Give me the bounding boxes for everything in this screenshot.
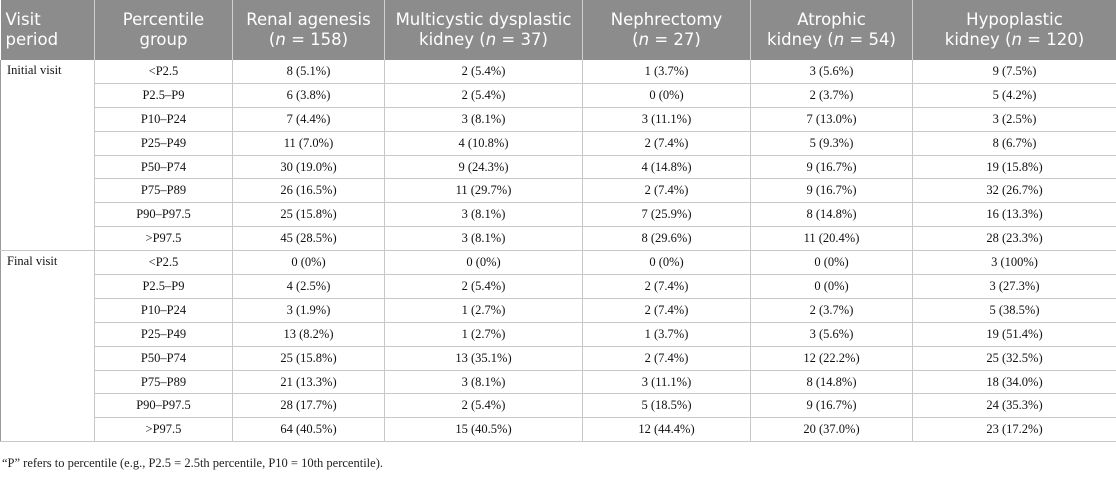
value-cell: 2 (5.4%) [385, 275, 583, 299]
value-cell: 0 (0%) [751, 275, 913, 299]
value-cell: 2 (3.7%) [751, 83, 913, 107]
value-cell: 16 (13.3%) [913, 203, 1116, 227]
value-cell: 6 (3.8%) [233, 83, 385, 107]
table-row [1, 60, 1116, 83]
value-cell: 11 (29.7%) [385, 179, 583, 203]
column-header [751, 0, 913, 60]
value-cell: 2 (3.7%) [751, 298, 913, 322]
value-cell: 8 (14.8%) [751, 370, 913, 394]
header-text-part: kidney ( [767, 30, 834, 49]
table-row [1, 203, 1116, 227]
percentile-group-cell: <P2.5 [95, 251, 233, 275]
value-cell: 4 (2.5%) [233, 275, 385, 299]
value-cell: 7 (25.9%) [583, 203, 751, 227]
column-header-line: Atrophic [797, 10, 866, 29]
value-cell: 2 (7.4%) [583, 298, 751, 322]
value-cell: 8 (29.6%) [583, 227, 751, 251]
column-header [233, 0, 385, 60]
table-row [1, 394, 1116, 418]
value-cell: 9 (7.5%) [913, 60, 1116, 83]
header-text-part: = 120) [1021, 30, 1085, 49]
percentile-group-cell: P75–P89 [95, 179, 233, 203]
value-cell: 7 (13.0%) [751, 107, 913, 131]
column-header-line [916, 30, 1113, 50]
header-text-part: = 158) [285, 30, 349, 49]
column-header-line [236, 30, 381, 50]
table-row [1, 155, 1116, 179]
column-header-line: Multicystic dysplastic [395, 10, 572, 29]
visit-period-cell: Initial visit [1, 60, 95, 251]
value-cell: 25 (15.8%) [233, 203, 385, 227]
sample-size-symbol: n [485, 30, 497, 49]
column-header-line: Nephrectomy [610, 10, 723, 29]
table-row [1, 227, 1116, 251]
value-cell: 2 (5.4%) [385, 60, 583, 83]
percentile-group-cell: P2.5–P9 [95, 83, 233, 107]
value-cell: 11 (7.0%) [233, 131, 385, 155]
percentile-group-cell: P25–P49 [95, 322, 233, 346]
column-header [583, 0, 751, 60]
header-text-part: = 27) [649, 30, 701, 49]
value-cell: 15 (40.5%) [385, 418, 583, 442]
value-cell: 25 (15.8%) [233, 346, 385, 370]
table-row [1, 83, 1116, 107]
value-cell: 3 (100%) [913, 251, 1116, 275]
value-cell: 26 (16.5%) [233, 179, 385, 203]
table-row [1, 322, 1116, 346]
sample-size-symbol: n [833, 30, 845, 49]
percentile-group-cell: P10–P24 [95, 107, 233, 131]
value-cell: 4 (14.8%) [583, 155, 751, 179]
value-cell: 5 (38.5%) [913, 298, 1116, 322]
percentile-group-cell: <P2.5 [95, 60, 233, 83]
sample-size-symbol: n [638, 30, 650, 49]
table-row [1, 298, 1116, 322]
column-header [385, 0, 583, 60]
value-cell: 2 (7.4%) [583, 346, 751, 370]
header-text-part: = 54) [844, 30, 896, 49]
value-cell: 28 (17.7%) [233, 394, 385, 418]
column-header-line [754, 30, 909, 50]
value-cell: 3 (11.1%) [583, 107, 751, 131]
table-row [1, 131, 1116, 155]
column-header [95, 0, 233, 60]
column-header-line: group [139, 30, 188, 49]
table-row [1, 179, 1116, 203]
value-cell: 32 (26.7%) [913, 179, 1116, 203]
percentile-group-cell: P50–P74 [95, 155, 233, 179]
value-cell: 8 (5.1%) [233, 60, 385, 83]
column-header-line: period [5, 30, 59, 49]
table-row [1, 275, 1116, 299]
value-cell: 3 (5.6%) [751, 322, 913, 346]
value-cell: 20 (37.0%) [751, 418, 913, 442]
column-header [1, 0, 95, 60]
value-cell: 2 (7.4%) [583, 275, 751, 299]
percentile-group-cell: P10–P24 [95, 298, 233, 322]
value-cell: 5 (9.3%) [751, 131, 913, 155]
sample-size-symbol: n [275, 30, 286, 49]
value-cell: 23 (17.2%) [913, 418, 1116, 442]
value-cell: 9 (24.3%) [385, 155, 583, 179]
table-row [1, 107, 1116, 131]
column-header [913, 0, 1116, 60]
column-header-line: Hypoplastic [966, 10, 1063, 29]
value-cell: 18 (34.0%) [913, 370, 1116, 394]
table-row [1, 370, 1116, 394]
value-cell: 24 (35.3%) [913, 394, 1116, 418]
percentile-group-cell: P75–P89 [95, 370, 233, 394]
value-cell: 2 (5.4%) [385, 83, 583, 107]
value-cell: 0 (0%) [583, 251, 751, 275]
percentile-group-cell: P2.5–P9 [95, 275, 233, 299]
value-cell: 9 (16.7%) [751, 155, 913, 179]
percentile-group-cell: P90–P97.5 [95, 394, 233, 418]
value-cell: 3 (2.5%) [913, 107, 1116, 131]
value-cell: 8 (14.8%) [751, 203, 913, 227]
header-text-part: ( [268, 30, 276, 49]
value-cell: 19 (15.8%) [913, 155, 1116, 179]
value-cell: 9 (16.7%) [751, 179, 913, 203]
percentile-group-cell: P90–P97.5 [95, 203, 233, 227]
value-cell: 5 (4.2%) [913, 83, 1116, 107]
percentile-group-cell: P25–P49 [95, 131, 233, 155]
value-cell: 0 (0%) [583, 83, 751, 107]
value-cell: 13 (35.1%) [385, 346, 583, 370]
table-body [1, 60, 1116, 442]
table-row [1, 418, 1116, 442]
value-cell: 1 (3.7%) [583, 60, 751, 83]
value-cell: 0 (0%) [751, 251, 913, 275]
value-cell: 1 (2.7%) [385, 322, 583, 346]
value-cell: 3 (11.1%) [583, 370, 751, 394]
value-cell: 19 (51.4%) [913, 322, 1116, 346]
percentile-group-cell: >P97.5 [95, 227, 233, 251]
value-cell: 28 (23.3%) [913, 227, 1116, 251]
value-cell: 2 (7.4%) [583, 179, 751, 203]
value-cell: 3 (5.6%) [751, 60, 913, 83]
column-header-line: Percentile [122, 10, 205, 29]
percentile-group-cell: P50–P74 [95, 346, 233, 370]
percentile-group-cell: >P97.5 [95, 418, 233, 442]
table-row [1, 346, 1116, 370]
header-text-part: kidney ( [419, 30, 486, 49]
value-cell: 11 (20.4%) [751, 227, 913, 251]
value-cell: 30 (19.0%) [233, 155, 385, 179]
value-cell: 0 (0%) [385, 251, 583, 275]
column-header-line [388, 30, 579, 50]
value-cell: 13 (8.2%) [233, 322, 385, 346]
header-text-part: ( [632, 30, 639, 49]
value-cell: 5 (18.5%) [583, 394, 751, 418]
header-text-part: = 37) [496, 30, 548, 49]
header-text-part: kidney ( [944, 30, 1012, 49]
value-cell: 8 (6.7%) [913, 131, 1116, 155]
value-cell: 2 (5.4%) [385, 394, 583, 418]
header-row [1, 0, 1116, 60]
value-cell: 7 (4.4%) [233, 107, 385, 131]
value-cell: 0 (0%) [233, 251, 385, 275]
visit-period-cell: Final visit [1, 251, 95, 442]
value-cell: 3 (1.9%) [233, 298, 385, 322]
value-cell: 2 (7.4%) [583, 131, 751, 155]
value-cell: 21 (13.3%) [233, 370, 385, 394]
value-cell: 12 (22.2%) [751, 346, 913, 370]
value-cell: 3 (8.1%) [385, 227, 583, 251]
value-cell: 25 (32.5%) [913, 346, 1116, 370]
value-cell: 45 (28.5%) [233, 227, 385, 251]
value-cell: 4 (10.8%) [385, 131, 583, 155]
value-cell: 3 (8.1%) [385, 107, 583, 131]
value-cell: 12 (44.4%) [583, 418, 751, 442]
table-footnote: “P” refers to percentile (e.g., P2.5 = 2.5th percentile, P10 = 10th percentile). [2, 456, 383, 471]
value-cell: 3 (8.1%) [385, 370, 583, 394]
table-row [1, 251, 1116, 275]
value-cell: 1 (2.7%) [385, 298, 583, 322]
value-cell: 3 (8.1%) [385, 203, 583, 227]
value-cell: 64 (40.5%) [233, 418, 385, 442]
value-cell: 9 (16.7%) [751, 394, 913, 418]
value-cell: 3 (27.3%) [913, 275, 1116, 299]
sample-size-symbol: n [1011, 30, 1022, 49]
column-header-line: Renal agenesis [246, 10, 371, 29]
column-header-line: Visit [5, 10, 41, 29]
value-cell: 1 (3.7%) [583, 322, 751, 346]
column-header-line [586, 30, 747, 50]
